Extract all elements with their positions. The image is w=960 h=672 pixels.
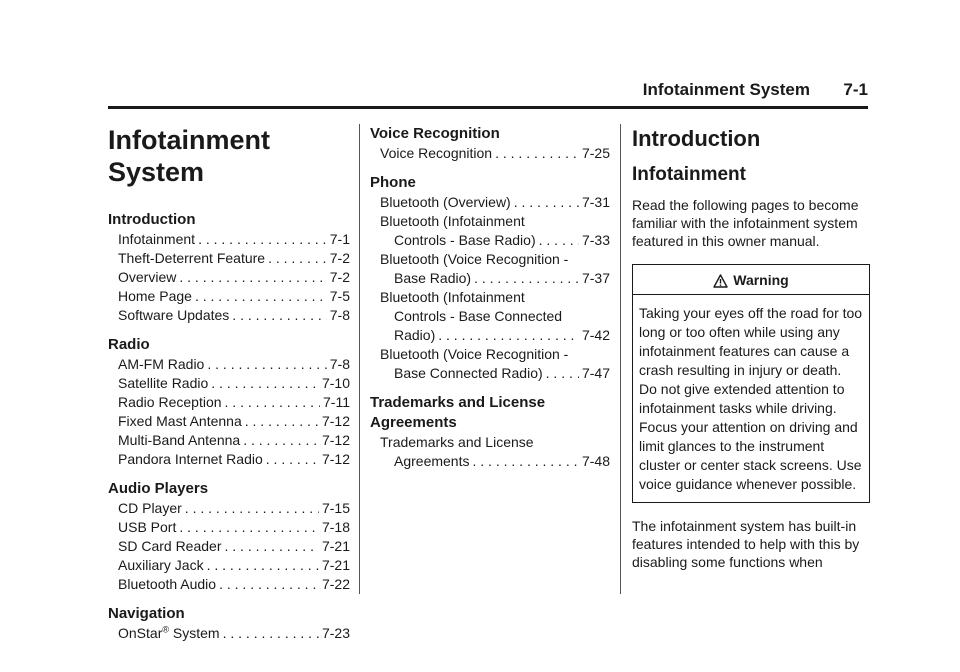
toc-section-heading: Introduction [108, 211, 196, 228]
toc-section-heading: Navigation [108, 605, 185, 622]
toc-section-heading: Phone [370, 174, 416, 191]
warning-header [633, 265, 869, 295]
toc-column-2 [370, 124, 610, 471]
toc-column-1 [108, 124, 350, 643]
toc-entry[interactable]: Fixed Mast Antenna . . . 7-12 [108, 412, 350, 431]
warning-title: Warning [733, 272, 789, 288]
header-section-title: Infotainment System [642, 80, 810, 99]
toc-section-heading: Radio [108, 336, 150, 353]
toc-entry[interactable]: Auxiliary Jack . . . 7-21 [108, 556, 350, 575]
toc-entry[interactable]: Bluetooth (Infotainment Controls - Base Radio) . . . 7-33 [370, 212, 610, 250]
toc-section-heading: Trademarks and License Agreements [370, 394, 546, 431]
warning-icon [713, 274, 728, 288]
toc-entry[interactable]: Bluetooth (Infotainment Controls - Base Connected Radio) . . . 7-42 [370, 288, 610, 345]
toc-entry[interactable]: Bluetooth Audio . . . 7-22 [108, 575, 350, 594]
toc-entry[interactable]: Bluetooth (Voice Recognition - Base Connected Radio) . . . 7-47 [370, 345, 610, 383]
toc-entry[interactable]: USB Port . . . 7-18 [108, 518, 350, 537]
toc-section-heading: Voice Recognition [370, 125, 500, 142]
toc-entry[interactable]: Software Updates . . . 7-8 [108, 306, 350, 325]
toc-entry[interactable]: Infotainment . . . 7-1 [108, 230, 350, 249]
toc-entry[interactable]: Trademarks and License Agreements . . . 7-48 [370, 433, 610, 471]
warning-box [632, 264, 870, 503]
toc-entry[interactable]: Pandora Internet Radio . . . 7-12 [108, 450, 350, 469]
toc-entry[interactable]: SD Card Reader . . . 7-21 [108, 537, 350, 556]
closing-paragraph: The infotainment system has built-in features intended to help with this by disabling some functions when [632, 518, 860, 570]
toc-entry[interactable]: OnStar® System . . . 7-23 [108, 624, 350, 643]
subsection-heading: Infotainment [632, 164, 746, 185]
toc-entry[interactable]: Overview . . . 7-2 [108, 268, 350, 287]
toc-entry[interactable]: Home Page . . . 7-5 [108, 287, 350, 306]
toc-entry[interactable]: Multi-Band Antenna . . . 7-12 [108, 431, 350, 450]
toc-entry[interactable]: Radio Reception . . . 7-11 [108, 393, 350, 412]
toc-entry[interactable]: CD Player . . . 7-15 [108, 499, 350, 518]
toc-entry[interactable]: Satellite Radio . . . 7-10 [108, 374, 350, 393]
toc-entry[interactable]: AM-FM Radio . . . 7-8 [108, 355, 350, 374]
intro-paragraph: Read the following pages to become familiar with the infotainment system featured in this owner manual. [632, 197, 859, 249]
toc-entry[interactable]: Theft-Deterrent Feature . . . 7-2 [108, 249, 350, 268]
content-column [632, 124, 870, 585]
book-title: Infotainment System [108, 125, 270, 187]
toc-section-heading: Audio Players [108, 480, 209, 497]
warning-text: Taking your eyes off the road for too long or too often while using any infotainment features can cause a crash resulting in injury or death. Do not give extended attention to infotainment tasks while driving. Focus your attention on driving and limit glances to the instrument cluster or center stack screens. Use voice guidance whenever possible. [639, 305, 863, 492]
toc-entry[interactable]: Bluetooth (Voice Recognition - Base Radio) . . . 7-37 [370, 250, 610, 288]
toc-entry[interactable]: Voice Recognition . . . 7-25 [370, 144, 610, 163]
header-page-number: 7-1 [843, 80, 868, 99]
toc-entry[interactable]: Bluetooth (Overview) . . . 7-31 [370, 193, 610, 212]
column-divider [359, 124, 360, 594]
page-header [108, 80, 868, 109]
section-heading: Introduction [632, 126, 761, 151]
column-divider [620, 124, 621, 594]
